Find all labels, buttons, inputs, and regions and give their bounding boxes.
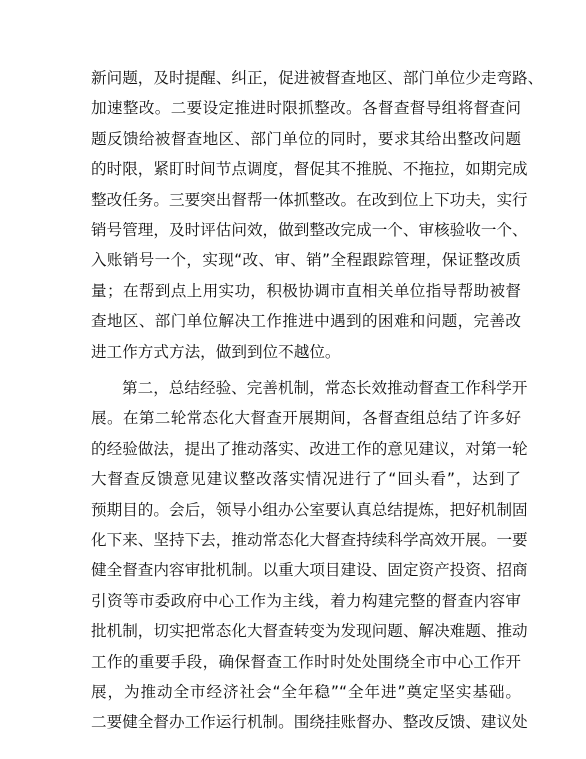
body-text-line: 预期目的。会后，领导小组办公室要认真总结提炼，把好机制固 bbox=[91, 500, 528, 519]
body-text-line: 的时限，紧盯时间节点调度，督促其不推脱、不拖拉，如期完成 bbox=[91, 160, 528, 179]
body-text-line: 展。在第二轮常态化大督查开展期间，各督查组总结了许多好 bbox=[91, 409, 521, 428]
body-text-line: 新问题，及时提醒、纠正，促进被督查地区、部门单位少走弯路、 bbox=[91, 69, 544, 87]
body-text-line: 量；在帮到点上用实功，积极协调市直相关单位指导帮助被督 bbox=[91, 281, 521, 300]
body-text-line: 入账销号一个，实现“改、审、销”全程跟踪管理，保证整改质 bbox=[91, 251, 521, 270]
body-text-line: 加速整改。二要设定推进时限抓整改。各督查督导组将督查问 bbox=[91, 99, 521, 118]
body-text-line: 大督查反馈意见建议整改落实情况进行了“回头看”，达到了 bbox=[91, 470, 521, 489]
body-text-line: 题反馈给被督查地区、部门单位的同时，要求其给出整改问题 bbox=[91, 129, 521, 148]
body-text-line: 整改任务。三要突出督帮一体抓整改。在改到位上下功夫，实行 bbox=[91, 190, 528, 209]
body-text-line: 引资等市委政府中心工作为主线，着力构建完整的督查内容审 bbox=[91, 591, 521, 610]
body-text-line: 批机制，切实把常态化大督查转变为发现问题、解决难题、推动 bbox=[91, 622, 528, 641]
body-text-line: 查地区、部门单位解决工作推进中遇到的困难和问题，完善改 bbox=[91, 312, 521, 331]
body-text-line: 的经验做法，提出了推动落实、改进工作的意见建议，对第一轮 bbox=[91, 439, 528, 458]
body-text-line: 工作的重要手段，确保督查工作时时处处围绕全市中心工作开 bbox=[91, 652, 521, 671]
body-text-line: 健全督查内容审批机制。以重大项目建设、固定资产投资、招商 bbox=[91, 561, 528, 580]
body-text-line: 展，为推动全市经济社会“全年稳”“全年进”奠定坚实基础。 bbox=[91, 683, 521, 701]
body-text-line: 进工作方式方法，做到到位不越位。 bbox=[91, 342, 341, 361]
body-text-line: 二要健全督办工作运行机制。围绕挂账督办、整改反馈、建议处 bbox=[91, 713, 528, 732]
body-text-line: 销号管理，及时评估问效，做到整改完成一个、审核验收一个、 bbox=[91, 221, 528, 239]
body-text-line: 化下来、坚持下去，推动常态化大督查持续科学高效开展。一要 bbox=[91, 531, 528, 549]
body-text-line: 第二，总结经验、完善机制，常态长效推动督查工作科学开 bbox=[122, 379, 528, 397]
